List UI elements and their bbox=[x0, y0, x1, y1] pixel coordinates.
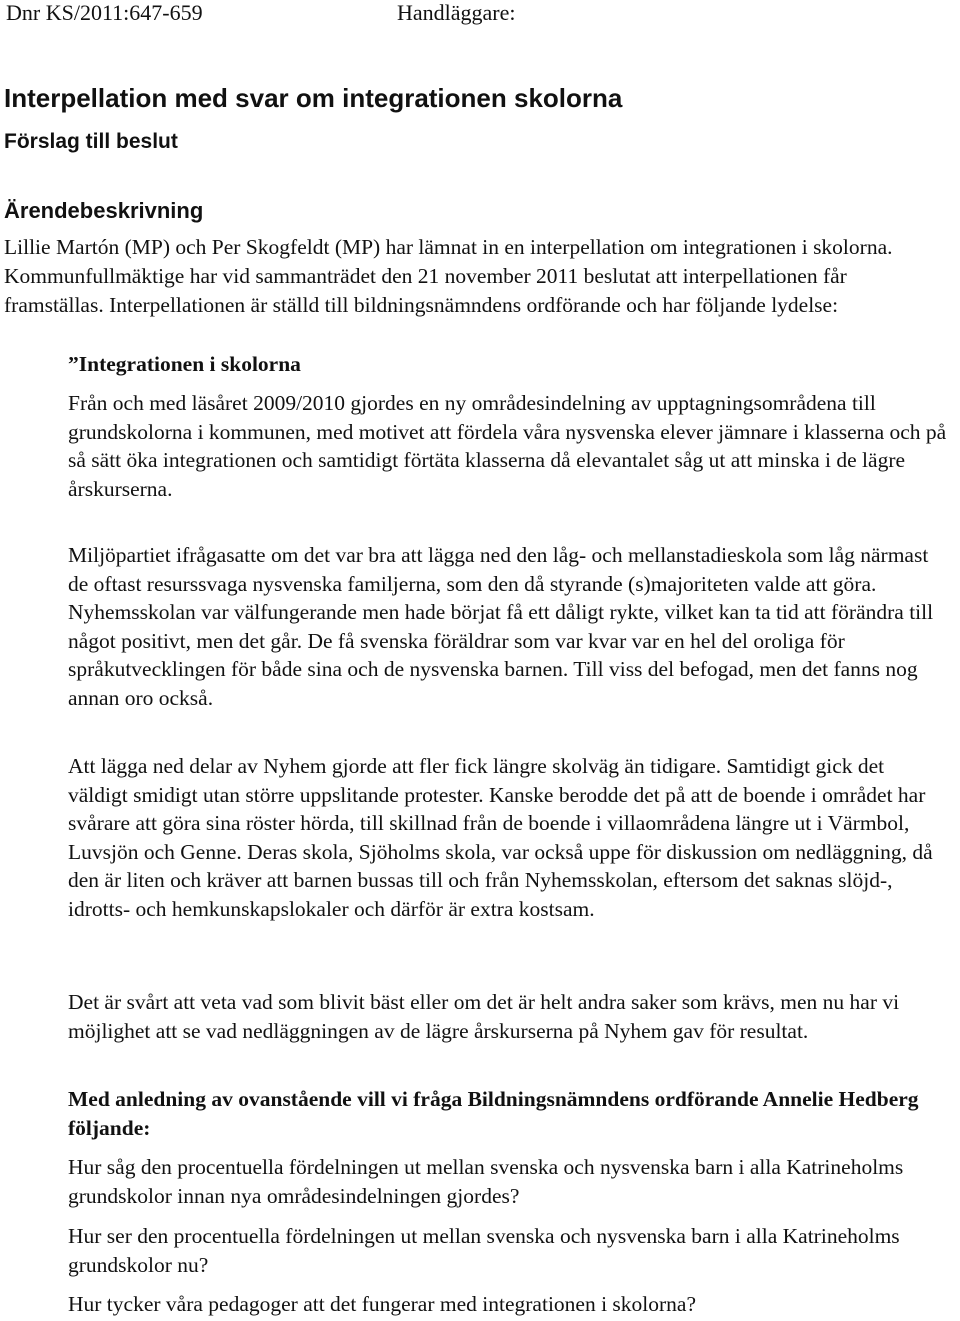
interpellation-paragraph-3: Att lägga ned delar av Nyhem gjorde att fler fick längre skolväg än tidigare. Samtidigt gick det väldigt smidigt utan större uppslitande protester. Kanske berodde det på att de boende i området har svårare att göra sina röster hörda, till skillnad från de boende i villaområdena längre ut i Värmbol, Luvsjön och Genne. Deras skola, Sjöholms skola, var också uppe för diskussion om nedläggning, då den är liten och kräver att barnen bussas till och från Nyhemsskolan, eftersom det saknas slöjd-, idrotts- och hemkunskapslokaler och därför är extra kostsam. bbox=[68, 754, 933, 921]
question-2: Hur ser den procentuella fördelningen ut mellan svenska och nysvenska barn i alla Katrineholms grundskolor nu? bbox=[68, 1224, 900, 1277]
case-description-heading: Ärendebeskrivning bbox=[4, 198, 204, 223]
case-reference: Dnr KS/2011:647-659 bbox=[6, 0, 203, 25]
question-3: Hur tycker våra pedagoger att det fungerar med integrationen i skolorna? bbox=[68, 1292, 697, 1316]
document-header bbox=[6, 0, 946, 30]
interpellation-paragraph-4: Det är svårt att veta vad som blivit bäst eller om det är helt andra saker som krävs, men nu har vi möjlighet att se vad nedläggningen av de lägre årskurserna på Nyhem gav för resultat. bbox=[68, 990, 900, 1043]
handler-label: Handläggare: bbox=[397, 0, 516, 25]
proposal-heading: Förslag till beslut bbox=[4, 130, 178, 153]
interpellation-paragraph-2: Miljöpartiet ifrågasatte om det var bra att lägga ned den låg- och mellanstadieskola som låg närmast de oftast resurssvaga nysvenska familjerna, som den då styrande (s)majoriteten valde att göra. Nyhemsskolan var välfungerande men hade börjat få ett dåligt rykte, vilket kan ta tid att förändra till något positivt, men det går. De få svenska föräldrar som var kvar var en hel del oroliga för språkutvecklingen för både sina och de nysvenska barnen. Till viss del befogad, men det fanns nog annan oro också. bbox=[68, 543, 934, 710]
question-1: Hur såg den procentuella fördelningen ut mellan svenska och nysvenska barn i alla Katrineholms grundskolor innan nya områdesindelningen gjordes? bbox=[68, 1155, 904, 1208]
document-title: Interpellation med svar om integrationen skolorna bbox=[4, 83, 623, 113]
case-description-text: Lillie Martón (MP) och Per Skogfeldt (MP) har lämnat in en interpellation om integrationen i skolorna. Kommunfullmäktige har vid sammanträdet den 21 november 2011 beslutat att interpellationen får framställas. Interpellationen är ställd till bildningsnämndens ordförande och har följande lydelse: bbox=[4, 235, 893, 317]
interpellation-title: ”Integrationen i skolorna bbox=[68, 352, 301, 376]
interpellation-paragraph-1: Från och med läsåret 2009/2010 gjordes en ny områdesindelning av upptagningsområdena till grundskolorna i kommunen, med motivet att fördela våra nysvenska elever jämnare i klasserna och på så sätt öka integrationen och samtidigt förtäta klasserna då elevantalet såg ut att minska i de lägre årskurserna. bbox=[68, 391, 947, 501]
question-intro: Med anledning av ovanstående vill vi fråga Bildningsnämndens ordförande Annelie Hedberg följande: bbox=[68, 1087, 919, 1140]
